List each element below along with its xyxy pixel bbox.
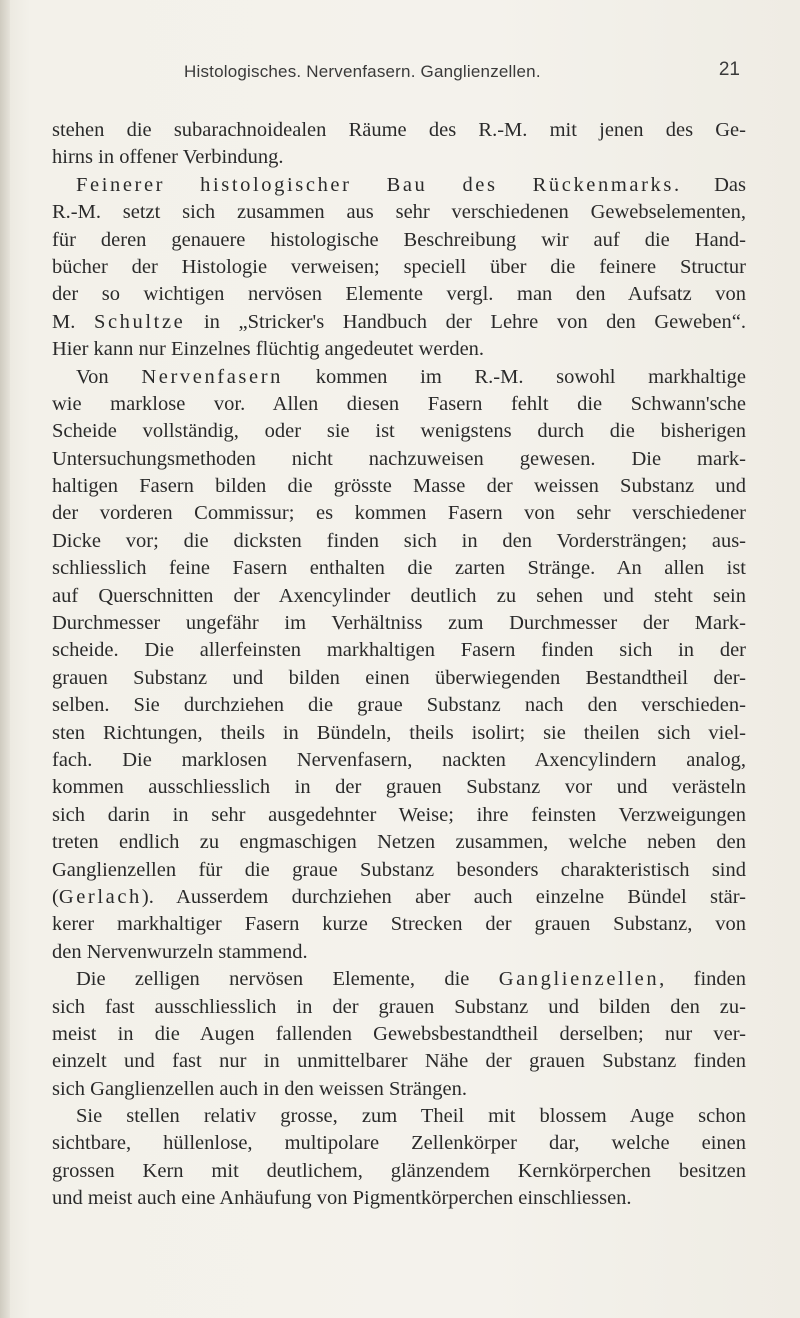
text-line: sich darin in sehr ausgedehnter Weise; ihre feinsten Verzweigungen <box>52 803 746 826</box>
text-line: wie marklose vor. Allen diesen Fasern fehlt die Schwann'sche <box>52 392 746 415</box>
text-line: der so wichtigen nervösen Elemente vergl. man den Aufsatz von <box>52 283 746 306</box>
text-line: Hier kann nur Einzelnes flüchtig angedeutet werden. <box>52 338 485 361</box>
text-line: Ganglienzellen für die graue Substanz besonders charakteristisch sind <box>52 858 746 881</box>
text-line: grossen Kern mit deutlichem, glänzendem Kernkörperchen besitzen <box>52 1159 746 1182</box>
text-line: kerer markhaltiger Fasern kurze Strecken der grauen Substanz, von <box>52 913 746 936</box>
text-line: sich Ganglienzellen auch in den weissen Strängen. <box>52 1077 467 1100</box>
text-line: Durchmesser ungefähr im Verhältniss zum Durchmesser der Mark- <box>52 612 746 635</box>
text-line: bücher der Histologie verweisen; speciell über die feinere Structur <box>52 255 746 278</box>
text-line: selben. Sie durchziehen die graue Substanz nach den verschieden- <box>52 694 746 717</box>
emphasized-term: Nervenfasern <box>141 365 283 388</box>
text-line: treten endlich zu engmaschigen Netzen zusammen, welche neben den <box>52 831 746 854</box>
text-line: der vorderen Commissur; es kommen Fasern von sehr verschiedener <box>52 502 746 525</box>
page-binding-edge <box>0 0 10 1318</box>
text-line: sich fast ausschliesslich in der grauen Substanz und bilden den zu- <box>52 995 746 1018</box>
text-line: sten Richtungen, theils in Bündeln, theils isolirt; sie theilen sich viel- <box>52 721 746 744</box>
text-line: M. Schultze in „Stricker's Handbuch der Lehre von den Geweben“. <box>52 310 746 333</box>
section-heading-line: Feinerer histologischer Bau des Rückenmarks. Das <box>76 173 746 196</box>
text-line: kommen ausschliesslich in der grauen Substanz vor und verästeln <box>52 776 746 799</box>
text-line: haltigen Fasern bilden die grösste Masse der weissen Substanz und <box>52 475 746 498</box>
text-line: für deren genauere histologische Beschreibung wir auf die Hand- <box>52 228 746 251</box>
text-line: R.-M. setzt sich zusammen aus sehr verschiedenen Gewebselementen, <box>52 201 746 224</box>
text-line: grauen Substanz und bilden einen überwiegenden Bestandtheil der- <box>52 666 746 689</box>
text-line: Die zelligen nervösen Elemente, die Ganglienzellen, finden <box>76 968 746 991</box>
text-line: Dicke vor; die dicksten finden sich in den Vordersträngen; aus- <box>52 529 746 552</box>
text-line: Von Nervenfasern kommen im R.-M. sowohl markhaltige <box>76 365 746 388</box>
text-line: einzelt und fast nur in unmittelbarer Nähe der grauen Substanz finden <box>52 1050 746 1073</box>
text-line: sichtbare, hüllenlose, multipolare Zellenkörper dar, welche einen <box>52 1132 746 1155</box>
running-header <box>184 59 740 92</box>
text-line: meist in die Augen fallenden Gewebsbestandtheil derselben; nur ver- <box>52 1022 746 1045</box>
emphasized-term: Ganglienzellen <box>498 968 660 991</box>
text-line: den Nervenwurzeln stammend. <box>52 940 308 963</box>
text-line: Untersuchungsmethoden nicht nachzuweisen gewesen. Die mark- <box>52 447 746 470</box>
body-text <box>52 117 746 1213</box>
text-line: schliesslich feine Fasern enthalten die zarten Stränge. An allen ist <box>52 557 746 580</box>
text-line: auf Querschnitten der Axencylinder deutlich zu sehen und steht sein <box>52 584 746 607</box>
author-name: Gerlach <box>58 885 142 908</box>
author-name: Schultze <box>93 310 186 333</box>
text-line: scheide. Die allerfeinsten markhaltigen Fasern finden sich in der <box>52 639 746 662</box>
text-line: Scheide vollständig, oder sie ist wenigstens durch die bisherigen <box>52 420 746 443</box>
text-line: (Gerlach). Ausserdem durchziehen aber auch einzelne Bündel stär- <box>52 885 746 908</box>
text-line: Sie stellen relativ grosse, zum Theil mit blossem Auge schon <box>76 1105 746 1128</box>
running-title: Histologisches. Nervenfasern. Ganglienzellen. <box>184 62 541 81</box>
page-number: 21 <box>718 59 740 80</box>
text-line: fach. Die marklosen Nervenfasern, nackten Axencylindern analog, <box>52 748 746 771</box>
section-heading: Feinerer histologischer Bau des Rückenmarks. <box>76 173 682 196</box>
text-line: hirns in offener Verbindung. <box>52 146 284 169</box>
text-line: stehen die subarachnoidealen Räume des R.-M. mit jenen des Ge- <box>52 119 746 141</box>
text-line: und meist auch eine Anhäufung von Pigmentkörperchen einschliessen. <box>52 1187 632 1210</box>
